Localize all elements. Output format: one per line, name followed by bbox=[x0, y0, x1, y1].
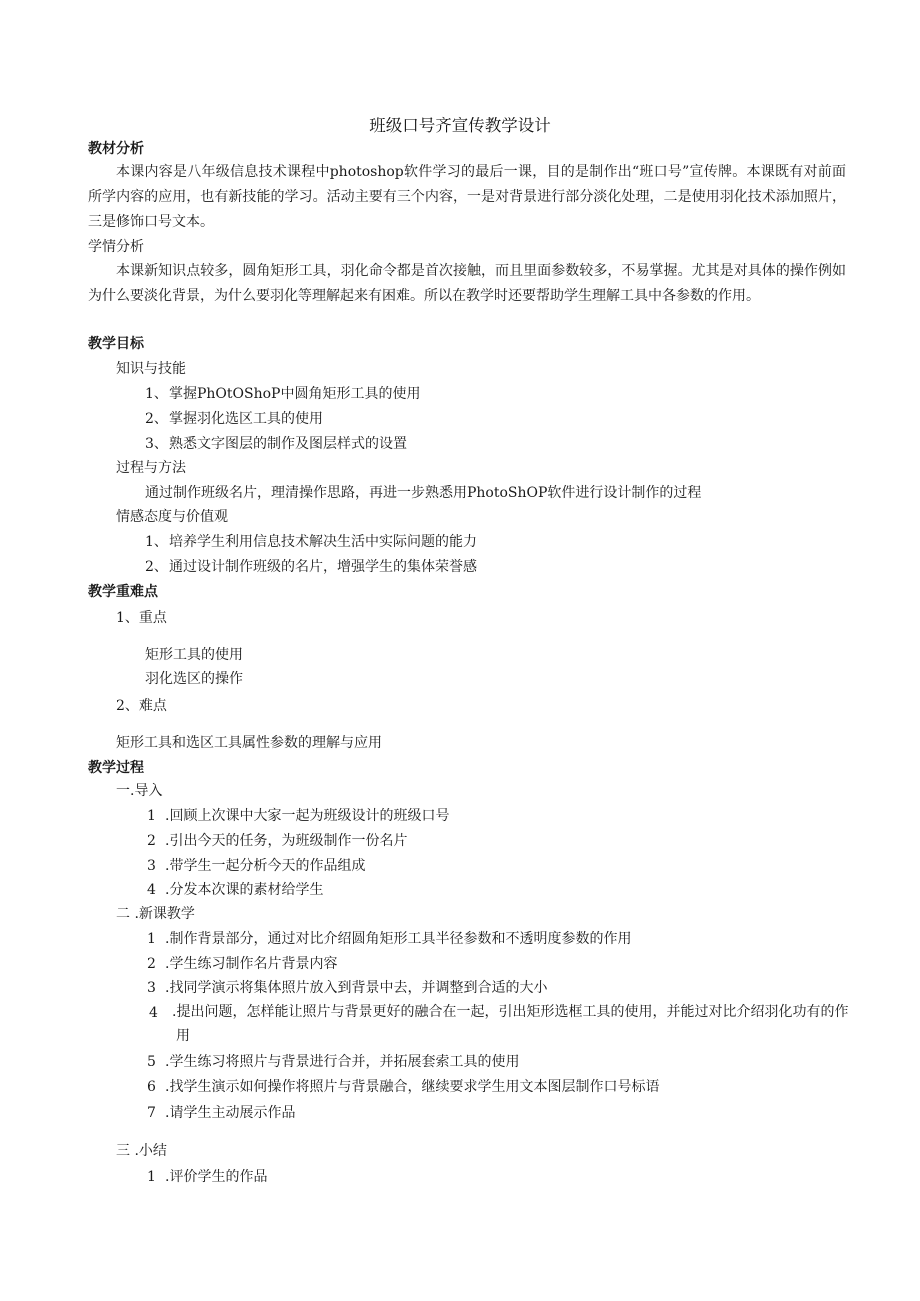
intro-item bbox=[147, 832, 407, 850]
method-text: 通过制作班级名片，理清操作思路，再进一步熟悉用PhotoShOP软件进行设计制作的过程 bbox=[145, 485, 702, 501]
item-text: .带学生一起分析今天的作品组成 bbox=[165, 858, 366, 874]
item-number: 1 bbox=[147, 808, 156, 824]
new-item bbox=[147, 955, 337, 973]
item-number: 1 bbox=[147, 931, 156, 947]
knowledge-item bbox=[145, 435, 407, 453]
item-text: .找学生演示如何操作将照片与背景融合，继续要求学生用文本图层制作口号标语 bbox=[165, 1079, 660, 1095]
key-label: 1、重点 bbox=[116, 610, 167, 626]
attitude-item bbox=[145, 533, 477, 551]
learner-paragraph: 本课新知识点较多，圆角矩形工具，羽化命令都是首次接触，而且里面参数较多，不易掌握。尤其是对具体的操作例如为什么要淡化背景，为什么要羽化等理解起来有困难。所以在教学时还要帮助学生理解工具中各参数的作用。 bbox=[88, 263, 846, 304]
item-text: .分发本次课的素材给学生 bbox=[165, 882, 324, 898]
item-number: 2、 bbox=[145, 559, 168, 575]
item-number: 3 bbox=[147, 980, 156, 996]
method-heading: 过程与方法 bbox=[116, 460, 186, 476]
new-item bbox=[147, 930, 631, 948]
difficult-text: 矩形工具和选区工具属性参数的理解与应用 bbox=[116, 735, 382, 751]
item-text: .引出今天的任务，为班级制作一份名片 bbox=[165, 833, 408, 849]
item-text: 通过设计制作班级的名片，增强学生的集体荣誉感 bbox=[169, 559, 477, 575]
item-number: 1 bbox=[147, 1169, 156, 1185]
item-text: .评价学生的作品 bbox=[165, 1169, 268, 1185]
intro-item bbox=[147, 807, 449, 825]
attitude-heading: 情感态度与价值观 bbox=[116, 509, 228, 525]
keypoints-heading: 教学重难点 bbox=[88, 584, 158, 600]
intro-item bbox=[147, 857, 365, 875]
intro-label: 一.导入 bbox=[116, 783, 163, 799]
knowledge-heading: 知识与技能 bbox=[116, 361, 186, 377]
item-text: 掌握羽化选区工具的使用 bbox=[169, 411, 323, 427]
new-item-text-wrapped: .提出问题，怎样能让照片与背景更好的融合在一起，引出矩形选框工具的使用，并能过对比介绍羽化功有的作用 bbox=[172, 1004, 849, 1044]
key-item: 矩形工具的使用 bbox=[145, 647, 243, 663]
item-text: .制作背景部分，通过对比介绍圆角矩形工具半径参数和不透明度参数的作用 bbox=[165, 931, 632, 947]
item-number: 1、 bbox=[145, 534, 168, 550]
item-text: 培养学生利用信息技术解决生活中实际问题的能力 bbox=[169, 534, 477, 550]
difficult-label: 2、难点 bbox=[116, 698, 167, 714]
item-number: 3 bbox=[147, 858, 156, 874]
item-number: 4 bbox=[147, 882, 156, 898]
intro-item bbox=[147, 881, 323, 899]
material-heading: 教材分析 bbox=[88, 141, 144, 157]
item-number: 7 bbox=[147, 1105, 156, 1121]
attitude-item bbox=[145, 558, 477, 576]
item-text: .学生练习制作名片背景内容 bbox=[165, 956, 338, 972]
new-item bbox=[147, 1053, 519, 1071]
item-number: 3、 bbox=[145, 436, 168, 452]
item-text: 熟悉文字图层的制作及图层样式的设置 bbox=[169, 436, 407, 452]
material-paragraph: 本课内容是八年级信息技术课程中photoshop软件学习的最后一课，目的是制作出“班口号”宣传牌。本课既有对前面所学内容的应用，也有新技能的学习。活动主要有三个内容，一是对背景进行部分淡化处理，二是使用羽化技术添加照片，三是修饰口号文本。 bbox=[88, 164, 846, 230]
item-number: 5 bbox=[147, 1054, 156, 1070]
new-item bbox=[147, 1104, 295, 1122]
item-number: 2 bbox=[147, 833, 156, 849]
summary-item bbox=[147, 1168, 267, 1186]
item-number: 2 bbox=[147, 956, 156, 972]
item-text: .回顾上次课中大家一起为班级设计的班级口号 bbox=[165, 808, 450, 824]
page-title: 班级口号齐宣传教学设计 bbox=[369, 116, 551, 135]
knowledge-item bbox=[145, 410, 323, 428]
item-text: .学生练习将照片与背景进行合并，并拓展套索工具的使用 bbox=[165, 1054, 520, 1070]
item-number: 6 bbox=[147, 1079, 156, 1095]
new-label: 二 .新课教学 bbox=[116, 906, 195, 922]
item-text: .找同学演示将集体照片放入到背景中去，并调整到合适的大小 bbox=[165, 980, 548, 996]
new-item-number: 4 bbox=[149, 1005, 158, 1021]
learner-heading: 学情分析 bbox=[88, 239, 144, 255]
item-text: .请学生主动展示作品 bbox=[165, 1105, 296, 1121]
goals-heading: 教学目标 bbox=[88, 336, 144, 352]
new-item bbox=[147, 979, 547, 997]
item-number: 2、 bbox=[145, 411, 168, 427]
new-item bbox=[147, 1078, 659, 1096]
item-number: 1、 bbox=[145, 386, 168, 402]
summary-label: 三 .小结 bbox=[116, 1143, 167, 1159]
item-text: 掌握PhOtOShoP中圆角矩形工具的使用 bbox=[169, 386, 421, 402]
key-item: 羽化选区的操作 bbox=[145, 671, 243, 687]
process-heading: 教学过程 bbox=[88, 760, 144, 776]
knowledge-item bbox=[145, 385, 420, 403]
